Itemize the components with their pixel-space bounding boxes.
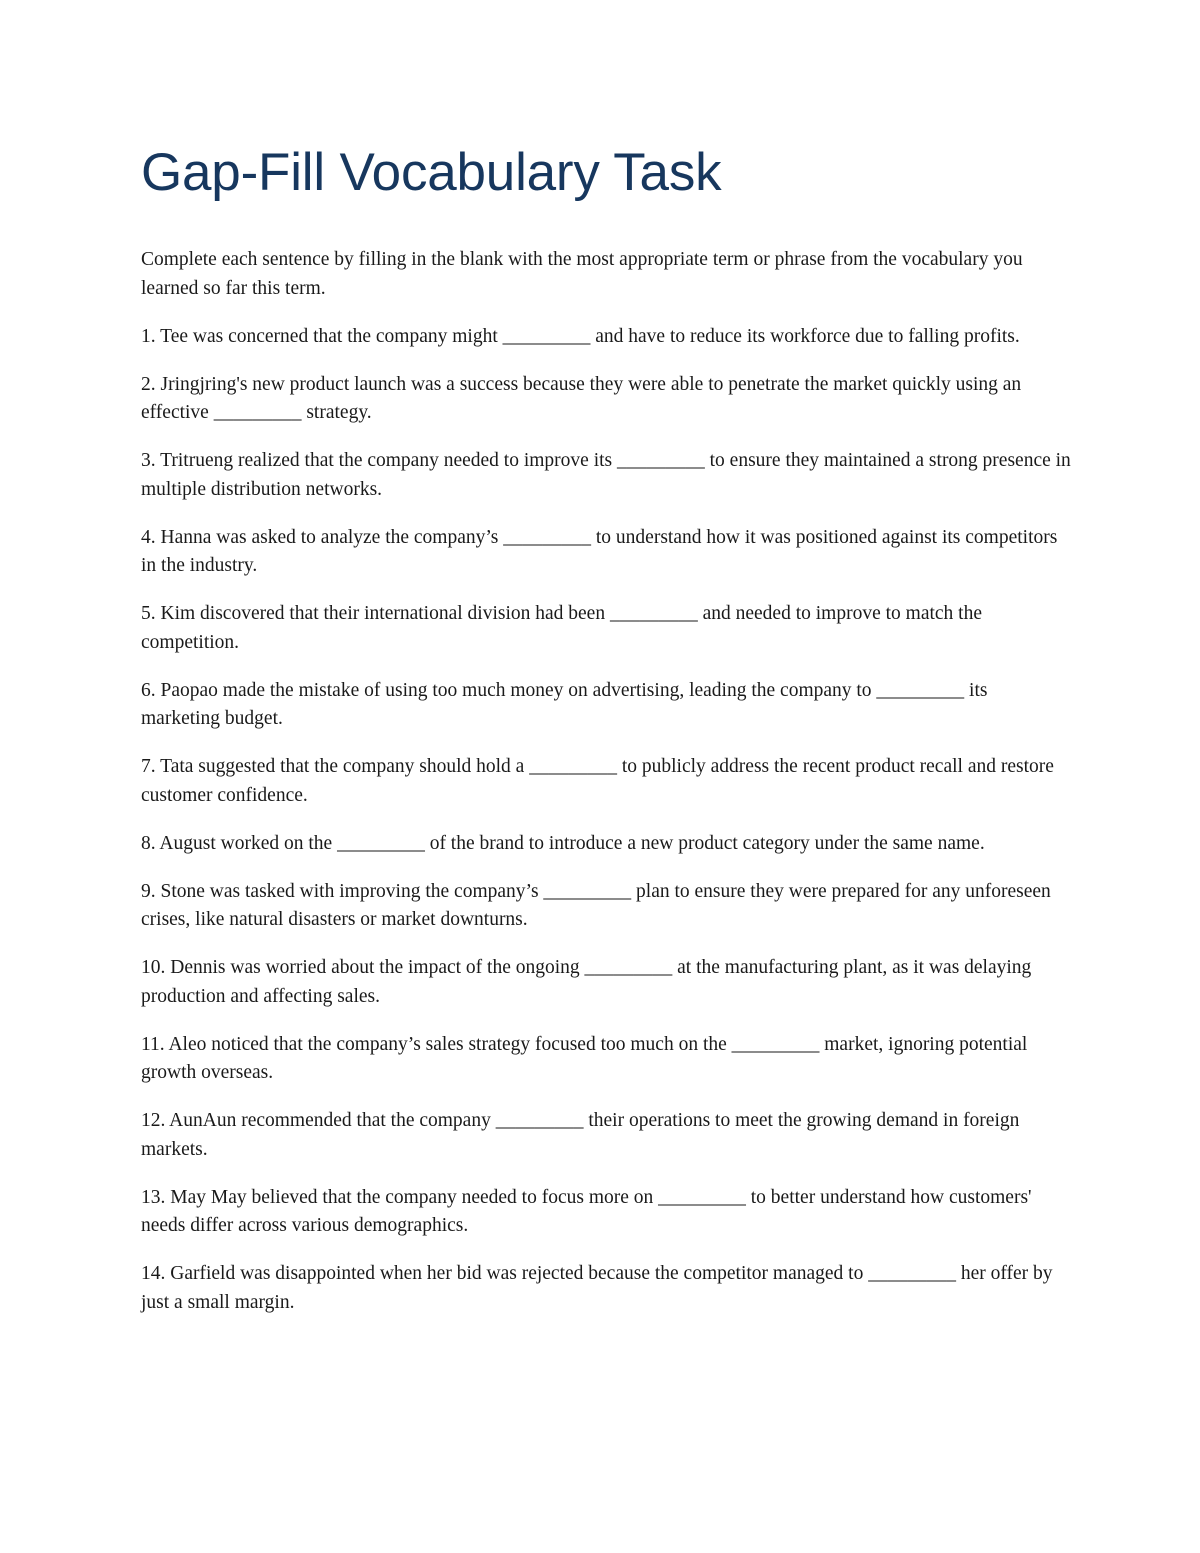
question-item-14: 14. Garfield was disappointed when her bid was rejected because the competitor managed to _________ her offer by just a small margin.	[141, 1263, 1053, 1313]
question-item-13: 13. May May believed that the company needed to focus more on _________ to better understand how customers' needs differ across various demographics.	[141, 1186, 1032, 1236]
question-item-5: 5. Kim discovered that their international division had been _________ and needed to improve to match the competition.	[141, 603, 982, 653]
instructions-paragraph: Complete each sentence by filling in the blank with the most appropriate term or phrase from the vocabulary you learned so far this term.	[141, 249, 1023, 299]
question-item-7: 7. Tata suggested that the company should hold a _________ to publicly address the recent product recall and restore customer confidence.	[141, 756, 1054, 806]
question-item-2: 2. Jringjring's new product launch was a success because they were able to penetrate the market quickly using an effective _________ strategy.	[141, 373, 1022, 423]
document-body	[141, 140, 1071, 1337]
question-item-3: 3. Tritrueng realized that the company needed to improve its _________ to ensure they maintained a strong presence in multiple distribution networks.	[141, 450, 1071, 500]
question-item-4: 4. Hanna was asked to analyze the company’s _________ to understand how it was positioned against its competitors in the industry.	[141, 526, 1058, 576]
question-item-1: 1. Tee was concerned that the company might _________ and have to reduce its workforce due to falling profits.	[141, 325, 1020, 347]
question-item-12: 12. AunAun recommended that the company _________ their operations to meet the growing demand in foreign markets.	[141, 1110, 1020, 1160]
question-item-10: 10. Dennis was worried about the impact of the ongoing _________ at the manufacturing plant, as it was delaying production and affecting sales.	[141, 957, 1032, 1007]
question-item-6: 6. Paopao made the mistake of using too much money on advertising, leading the company to _________ its marketing budget.	[141, 679, 988, 729]
question-item-9: 9. Stone was tasked with improving the company’s _________ plan to ensure they were prepared for any unforeseen crises, like natural disasters or market downturns.	[141, 880, 1051, 930]
question-item-8: 8. August worked on the _________ of the brand to introduce a new product category under the same name.	[141, 832, 985, 854]
question-item-11: 11. Aleo noticed that the company’s sales strategy focused too much on the _________ market, ignoring potential growth overseas.	[141, 1033, 1028, 1083]
page-title: Gap-Fill Vocabulary Task	[141, 143, 722, 202]
